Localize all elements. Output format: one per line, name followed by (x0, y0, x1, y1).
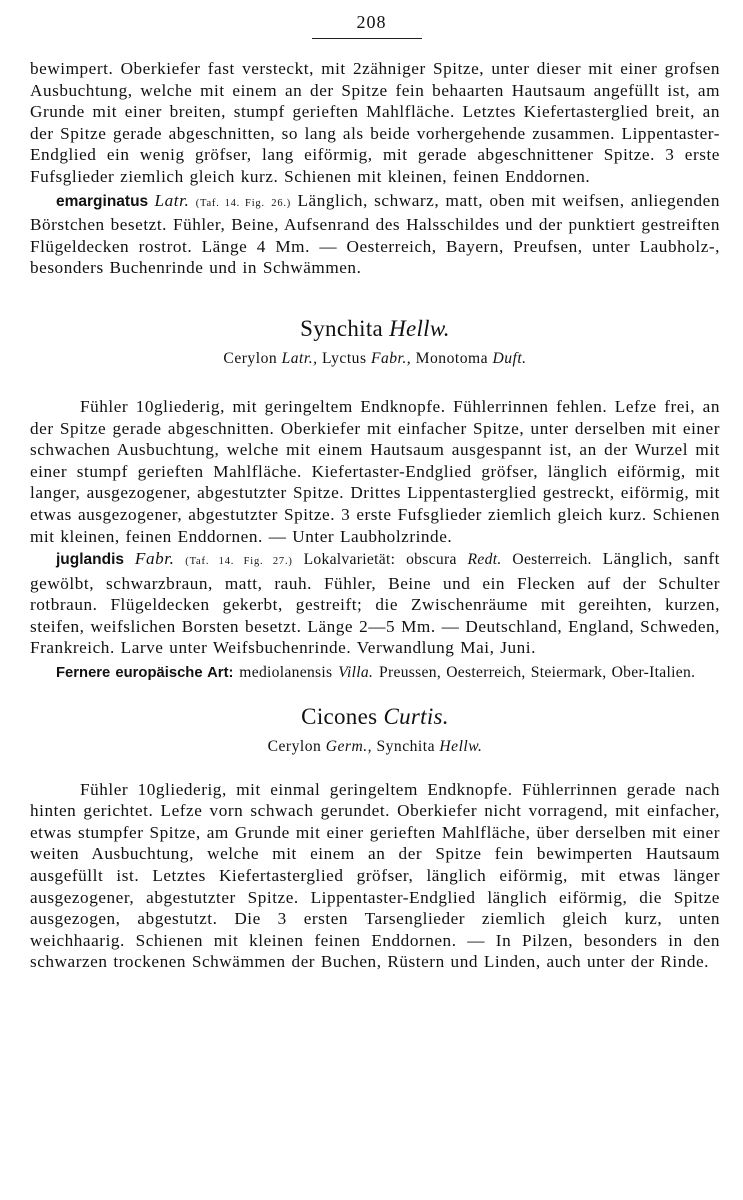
header-rule (312, 38, 422, 39)
synonym-author: Germ., (325, 737, 373, 755)
species-author: Latr. (154, 190, 190, 210)
synonym: Cerylon (267, 737, 322, 755)
plate-reference: (Taf. 14. Fig. (195, 197, 265, 209)
species-name: emarginatus (56, 192, 149, 210)
plate-reference: (Taf. 14. Fig. 27.) (185, 556, 293, 568)
species-description: Länglich, schwarz, matt, oben mit weifsen, anliegenden Börstchen besetzt. Fühler, Beine, Aufsenrand des Halsschildes und der punktiert gestreiften Flügeldecken rostrot. Länge 4 Mm. — Oesterreich, Bayern, Preufsen, unter Laubholz-, besonders Buchenrinde und in Schwämmen. (30, 190, 720, 278)
genus-heading-synchita (30, 315, 720, 343)
synonym-author: Duft. (492, 349, 527, 367)
synonym-author: Fabr., (370, 349, 412, 367)
genus-synonyms-synchita (30, 349, 720, 369)
species-name: juglandis (56, 551, 125, 569)
genus-synonyms-cicones (30, 737, 720, 757)
synonym: Lyctus (321, 349, 367, 367)
page-number: 208 (356, 12, 387, 32)
variety-label: Lokalvarietät: (303, 551, 396, 569)
variety-author: Redt. (467, 551, 502, 569)
other-species-label: Fernere europäische Art: (56, 665, 234, 682)
genus-description-synchita: Fühler 10gliederig, mit geringeltem Endknopfe. Fühlerrinnen fehlen. Lefze frei, an der Spitze gerade abgeschnitten. Oberkiefer mit einfacher Spitze, unter derselben mit einer schwachen Ausbuchtung, welche mit einem Hautsaum ausgespannt ist, an der Wurzel mit einer stumpf gerieften Mahlfläche. Kiefertaster-Endglied gröfser, länglich eiförmig, mit langer, ausgezogener, abgestutzter Spitze. Drittes Lippentasterglied gestreckt, eiförmig, mit etwas ausgezogener, abgestutzter Spitze. 3 erste Fufsglieder ziemlich gleich kurz. Schienen mit kleinen, feinen Enddornen. — Unter Laubholzrinde. (30, 396, 720, 546)
genus-author: Curtis. (383, 703, 449, 729)
genus-name: Cicones (301, 703, 378, 729)
other-species-range: Preussen, Oesterreich, Steiermark, Ober-Italien. (379, 664, 696, 682)
other-species-author: Villa. (338, 664, 374, 682)
species-juglandis (30, 548, 720, 659)
page-content (30, 58, 720, 973)
intro-paragraph: bewimpert. Oberkiefer fast versteckt, mit 2zähniger Spitze, unter dieser mit einer grofsen Ausbuchtung, welche mit einem an der Spitze fein behaarten Hautsaum angefüllt ist, am Grunde mit einer breiten, stumpf gerieften Mahlfläche. Letztes Kiefertasterglied breit, an der Spitze gerade abgeschnitten, so lang als beide vorhergehende zusammen. Lippentaster-Endglied ein wenig gröfser, lang eiförmig, mit gerade abgeschnittener Spitze. 3 erste Fufsglieder ziemlich gleich kurz. Schienen mit kleinen, feinen Enddornen. (30, 59, 720, 186)
variety-region: Oesterreich. (512, 551, 592, 569)
other-species-note (30, 661, 720, 685)
genus-name: Synchita (300, 315, 384, 341)
species-emarginatus (30, 190, 720, 279)
species-author: Fabr. (134, 549, 175, 569)
synonym: Monotoma (415, 349, 489, 367)
genus-author: Hellw. (389, 315, 450, 341)
genus-description-cicones: Fühler 10gliederig, mit einmal geringeltem Endknopfe. Fühlerrinnen gerade nach hinten gerichtet. Lefze vorn schwach gerundet. Oberkiefer nicht vorragend, mit einfacher, etwas stumpfer Spitze, am Grunde mit einer gerieften Mahlfläche, über derselben mit einer weiten Ausbuchtung, welche mit einem an der Spitze fein bewimperten Hautsaum ausgefüllt ist. Letztes Kiefertasterglied gröfser, länglich eiförmig, mit etwas länger ausgezogener, abgestutzter Spitze. Lippentaster-Endglied länglich eiförmig, die Spitze ausgezogen, abgestutzt. Die 3 ersten Tarsenglieder ziemlich gleich kurz, unten weichhaarig. Schienen mit kleinen feinen Enddornen. — In Pilzen, besonders in den schwarzen trockenen Schwämmen der Buchen, Rüstern und Linden, auch unter der Rinde. (30, 779, 720, 972)
variety-name: obscura (406, 551, 457, 569)
synonym-author: Hellw. (439, 737, 483, 755)
synonym-author: Latr., (281, 349, 318, 367)
synonym: Cerylon (223, 349, 278, 367)
other-species-name: mediolanensis (239, 664, 333, 682)
species-description: Länglich, sanft gewölbt, schwarzbraun, matt, rauh. Fühler, Beine und ein Flecken auf der Schulter rotbraun. Flügeldecken gekerbt, gestreift; die Zwischenräume mit gereihten, kurzen, steifen, weifslichen Borsten besetzt. Länge 2—5 Mm. — Deutschland, England, Schweden, Frankreich. Larve unter Weifsbuchenrinde. Verwandlung Mai, Juni. (30, 549, 720, 658)
figure-number: 26.) (271, 197, 292, 209)
synonym: Synchita (376, 737, 436, 755)
genus-heading-cicones (30, 703, 720, 731)
